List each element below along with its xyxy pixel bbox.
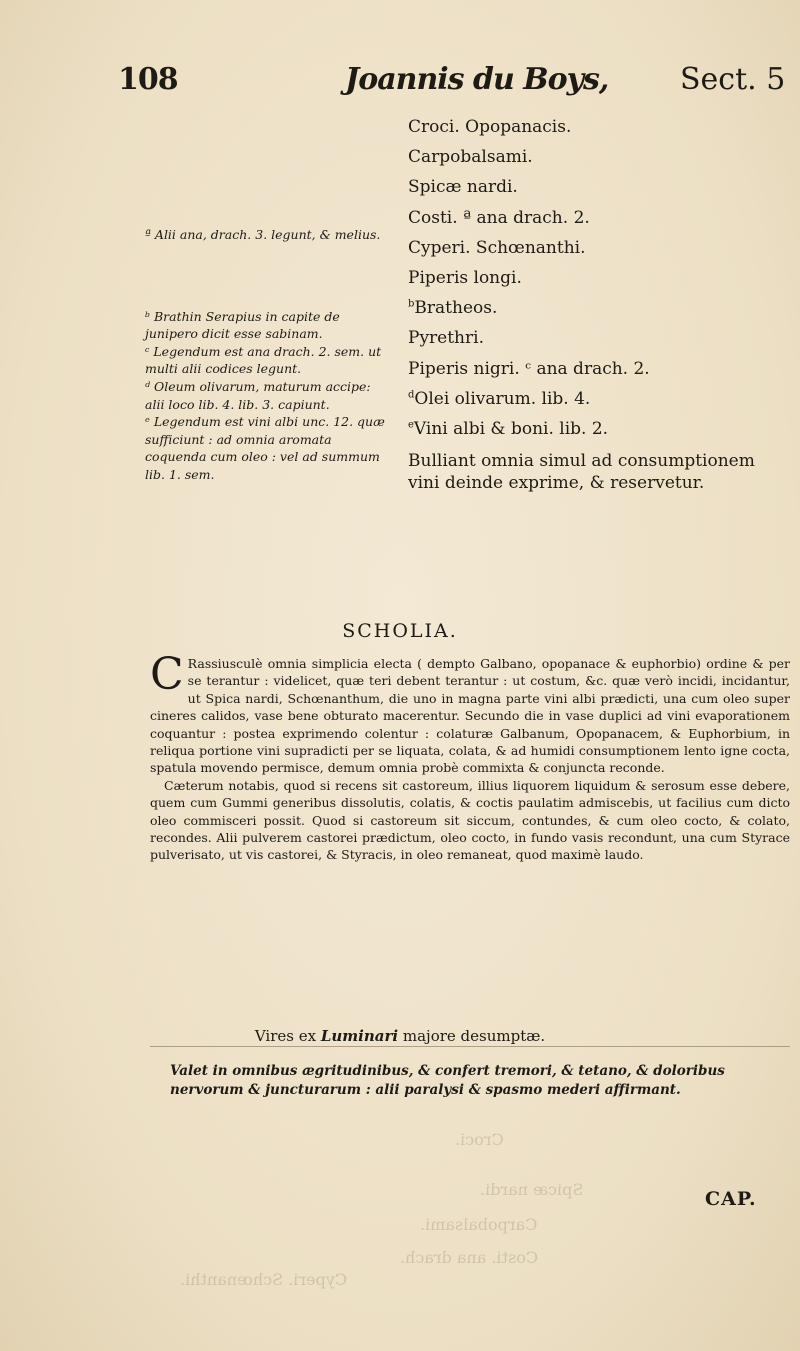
recipe-line: Spicæ nardi. bbox=[408, 177, 518, 198]
recipe-line: Costi. ª ana drach. 2. bbox=[408, 207, 590, 228]
scholia-body bbox=[150, 649, 790, 864]
bleed-through-text: Carpobalsami. bbox=[420, 1215, 538, 1234]
recipe-line: $^d$Olei olivarum. lib. 4. bbox=[408, 388, 591, 409]
catchword: CAP. bbox=[705, 1188, 757, 1210]
recipe-list bbox=[408, 112, 788, 494]
recipe-line: $^b$Bratheos. bbox=[408, 298, 498, 319]
vires-heading: Vires ex Luminari majore desumptæ. bbox=[254, 1027, 546, 1045]
recipe-line: Piperis nigri. ᶜ ana drach. 2. bbox=[408, 358, 650, 379]
recipe-line: Cyperi. Schœnanthi. bbox=[408, 237, 586, 258]
section-label: Sect. 5 bbox=[680, 62, 786, 97]
bleed-through-text: Cyperi. Schœnanthi. bbox=[180, 1270, 348, 1289]
bleed-through-text: Costi. ana drach. bbox=[400, 1248, 539, 1267]
scholia-heading: SCHOLIA. bbox=[342, 620, 458, 642]
bleed-through-text: Spicæ nardi. bbox=[480, 1180, 584, 1199]
margin-notes bbox=[145, 226, 385, 484]
recipe-line: Pyrethri. bbox=[408, 328, 484, 349]
recipe-line: Carpobalsami. bbox=[408, 147, 533, 168]
recipe-line: $^e$Vini albi & boni. lib. 2. bbox=[408, 418, 609, 439]
recipe-line: Piperis longi. bbox=[408, 267, 522, 288]
paragraph: Cæterum notabis, quod si recens sit castoreum, illius liquorem liquidum & serosum esse debere, quem cum Gummi generibus dissolutis, colatis, & coctis paulatim admiscebis, ut facilius cum dicto oleo commisceri possit. Quod si castoreum sit siccum, contundes, & cum oleo cocto, & colato, recondes. Alii pulverem castorei prædictum, oleo cocto, in fundo vasis recondunt, una cum Styrace pulverisato, ut vis castorei, & Styracis, in oleo remaneat, quod maximè laudo. bbox=[150, 777, 790, 863]
note-e: ᵉ Legendum est vini albi unc. 12. quæ sufficiunt : ad omnia aromata coquenda cum oleo : vel ad summum lib. 1. sem. bbox=[145, 414, 385, 482]
drop-capital: C bbox=[150, 649, 184, 700]
divider bbox=[150, 1046, 790, 1047]
note-d: ᵈ Oleum olivarum, maturum accipe: alii loco lib. 4. lib. 3. capiunt. bbox=[145, 378, 371, 412]
recipe-closing: Bulliant omnia simul ad consumptionem vini deinde exprime, & reservetur. bbox=[408, 451, 755, 494]
recipe-line: Croci. Opopanacis. bbox=[408, 117, 572, 137]
paragraph: C Rassiusculè omnia simplicia electa ( dempto Galbano, opopanace & euphorbio) ordine & per se terantur : videlicet, quæ teri debent terantur : ut costum, &c. quæ verò incidi, incidantur, ut Spica nardi, Schœnanthum, die uno in magna parte vini albi prædicti, una cum oleo super cineres calidos, vase bene obturato macerentur. Secundo die in vase duplici ad vini evaporationem coquantur : postea exprimendo colentur : colaturæ Galbanum, Opopanacem, & Euphorbium, in reliqua portione vini supradicti per se liquata, colata, & ad humidi consumptionem lento igne cocta, spatula movendo permisce, demum omnia probè commixta & conjuncta reconde. bbox=[150, 649, 790, 776]
virtues-text: Valet in omnibus ægritudinibus, & confert tremori, & tetano, & doloribus nervorum & juncturarum : alii paralysi & spasmo mederi affirmant. bbox=[170, 1063, 725, 1098]
page-number: 108 bbox=[118, 62, 178, 97]
running-title: Joannis du Boys, bbox=[345, 62, 609, 97]
note-a: ª Alii ana, drach. 3. legunt, & melius. bbox=[145, 227, 381, 242]
running-header bbox=[0, 62, 800, 112]
note-c: ᶜ Legendum est ana drach. 2. sem. ut multi alii codices legunt. bbox=[145, 343, 382, 377]
note-b: ᵇ Brathin Serapius in capite de junipero dicit esse sabinam. bbox=[145, 308, 340, 342]
bleed-through-text: Croci. bbox=[455, 1130, 504, 1149]
